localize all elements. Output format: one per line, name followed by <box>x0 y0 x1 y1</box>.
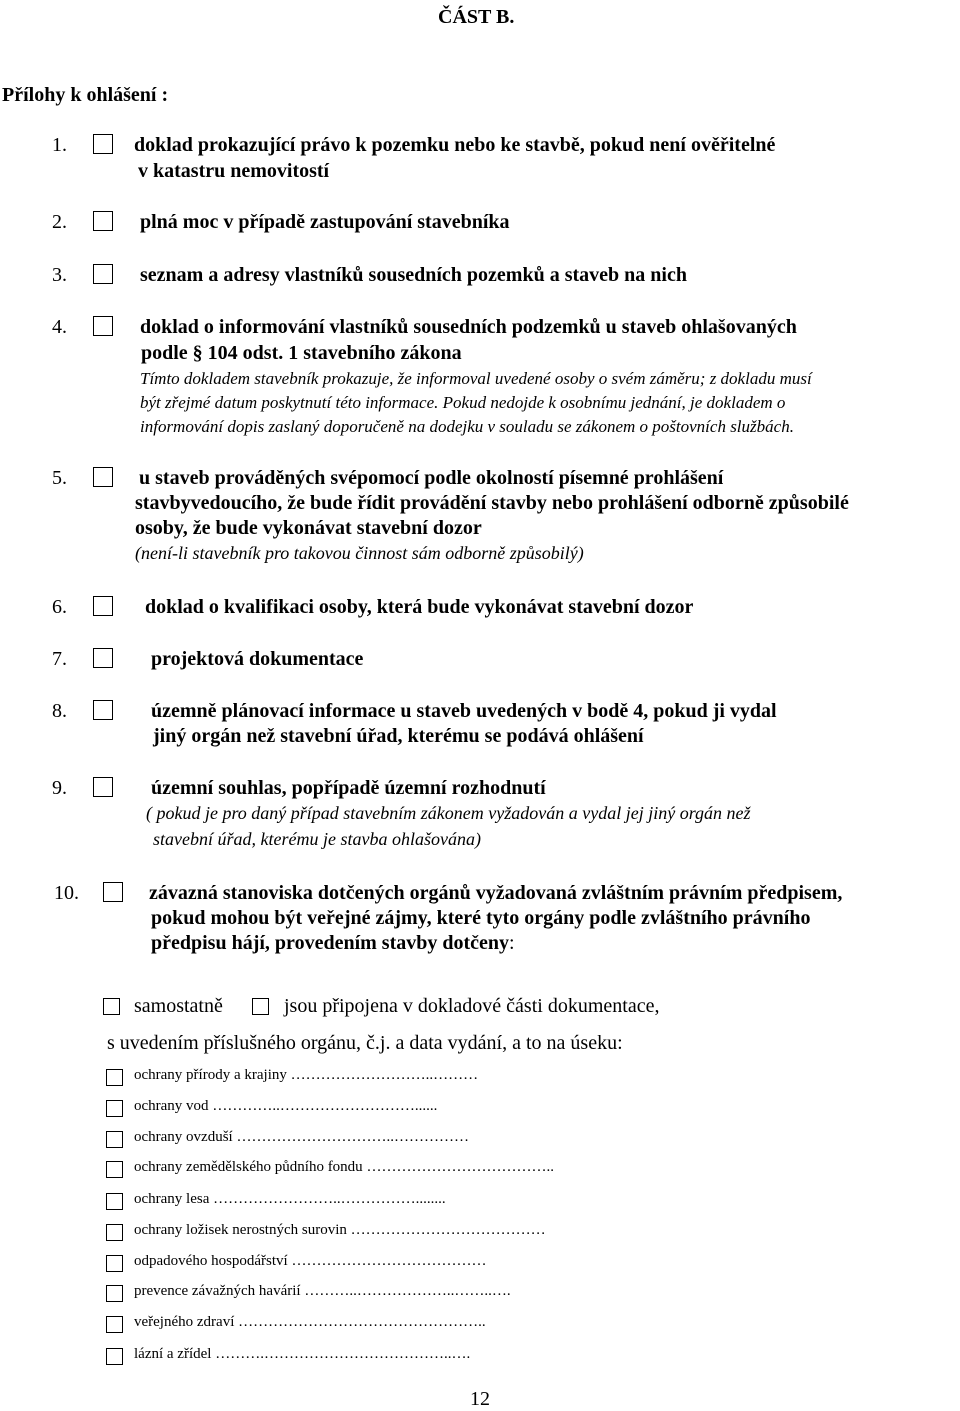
item-4-note-line-2: být zřejmé datum poskytnutí této informace. Pokud nedojde k osobnímu jednání, je dokladem o <box>140 393 786 412</box>
item-5-note: (není-li stavebník pro takovou činnost sám odborně způsobilý) <box>135 543 584 563</box>
checkbox-area[interactable] <box>106 1193 123 1210</box>
item-5-text-line-3: osoby, že bude vykonávat stavební dozor <box>135 517 482 539</box>
option-pripojena-label: jsou připojena v dokladové části dokumentace, <box>284 995 660 1017</box>
area-fill-line[interactable]: ………………………………… <box>350 1222 546 1238</box>
area-row <box>134 1098 437 1115</box>
area-fill-line[interactable]: ……….………………………………..…. <box>215 1346 471 1362</box>
checkbox-area[interactable] <box>106 1316 123 1333</box>
item-4-text-line-2: podle § 104 odst. 1 stavebního zákona <box>141 342 462 364</box>
item-3-text: seznam a adresy vlastníků sousedních pozemků a staveb na nich <box>140 264 687 286</box>
item-10-text-line-3 <box>151 932 515 955</box>
item-number: 9. <box>52 777 67 799</box>
item-4-note-line-3: informování dopis zaslaný doporučeně na dodejku v souladu se zákonem o poštovních službách. <box>140 417 794 436</box>
item-2-text: plná moc v případě zastupování stavebníka <box>140 211 510 233</box>
area-row <box>134 1222 546 1239</box>
item-number: 3. <box>52 264 67 286</box>
checkbox-item-2[interactable] <box>93 211 113 231</box>
checkbox-item-6[interactable] <box>93 596 113 616</box>
item-1-text-line-1: doklad prokazující právo k pozemku nebo ke stavbě, pokud není ověřitelné <box>134 134 776 156</box>
checkbox-area[interactable] <box>106 1285 123 1302</box>
area-label: ochrany ovzduší <box>134 1129 233 1145</box>
instruction-text: s uvedením příslušného orgánu, č.j. a data vydání, a to na úseku: <box>107 1032 623 1054</box>
area-label: ochrany vod <box>134 1098 209 1114</box>
area-fill-line[interactable]: ………………………..……… <box>290 1067 479 1083</box>
item-9-note-line-2: stavební úřad, kterému je stavba ohlašována) <box>153 829 481 849</box>
area-fill-line[interactable]: …………..………………………...... <box>212 1098 438 1114</box>
area-row <box>134 1314 486 1331</box>
area-fill-line[interactable]: ……………………..……………........ <box>213 1191 446 1207</box>
item-6-text: doklad o kvalifikaci osoby, která bude vykonávat stavební dozor <box>145 596 694 618</box>
item-5-text-line-1: u staveb prováděných svépomocí podle okolností písemné prohlášení <box>139 467 724 489</box>
area-label: lázní a zřídel <box>134 1346 212 1362</box>
item-4-text-line-1: doklad o informování vlastníků sousedních podzemků u staveb ohlašovaných <box>140 316 797 338</box>
checkbox-area[interactable] <box>106 1069 123 1086</box>
item-9-note-line-1: ( pokud je pro daný případ stavebním zákonem vyžadován a vydal jej jiný orgán než <box>146 803 751 823</box>
page-number: 12 <box>470 1388 490 1410</box>
checkbox-area[interactable] <box>106 1131 123 1148</box>
item-number: 5. <box>52 467 67 489</box>
item-9-text: územní souhlas, popřípadě územní rozhodnutí <box>151 777 546 799</box>
area-label: ochrany lesa <box>134 1191 210 1207</box>
area-row <box>134 1346 470 1363</box>
checkbox-area[interactable] <box>106 1161 123 1178</box>
item-7-text: projektová dokumentace <box>151 648 364 670</box>
item-number: 4. <box>52 316 67 338</box>
section-label: Přílohy k ohlášení : <box>2 84 169 106</box>
checkbox-area[interactable] <box>106 1348 123 1365</box>
area-row <box>134 1253 486 1270</box>
item-8-text-line-2: jiný orgán než stavební úřad, kterému se podává ohlášení <box>153 725 644 747</box>
checkbox-area[interactable] <box>106 1255 123 1272</box>
area-label: odpadového hospodářství <box>134 1253 288 1269</box>
area-label: ochrany přírody a krajiny <box>134 1067 287 1083</box>
item-number: 8. <box>52 700 67 722</box>
item-8-text-line-1: územně plánovací informace u staveb uvedených v bodě 4, pokud ji vydal <box>151 700 777 722</box>
checkbox-item-10[interactable] <box>103 882 123 902</box>
area-row <box>134 1283 511 1300</box>
checkbox-item-9[interactable] <box>93 777 113 797</box>
area-fill-line[interactable]: ………………………………… <box>291 1253 487 1269</box>
area-fill-line[interactable]: …………………………..…………… <box>236 1129 469 1145</box>
checkbox-item-3[interactable] <box>93 264 113 284</box>
checkbox-area[interactable] <box>106 1224 123 1241</box>
area-row <box>134 1067 478 1084</box>
checkbox-pripojena[interactable] <box>252 998 269 1015</box>
area-row <box>134 1191 446 1208</box>
item-5-text-line-2: stavbyvedoucího, že bude řídit provádění stavby nebo prohlášení odborně způsobilé <box>135 492 849 514</box>
area-label: ochrany zemědělského půdního fondu <box>134 1159 363 1175</box>
area-label: prevence závažných havárií <box>134 1283 301 1299</box>
item-number: 1. <box>52 134 67 156</box>
area-label: veřejného zdraví <box>134 1314 235 1330</box>
item-4-note-line-1: Tímto dokladem stavebník prokazuje, že informoval uvedené osoby o svém záměru; z dokladu musí <box>140 369 812 388</box>
area-fill-line[interactable]: ……………………………….. <box>366 1159 554 1175</box>
checkbox-item-7[interactable] <box>93 648 113 668</box>
area-row <box>134 1159 554 1176</box>
item-number: 10. <box>54 882 79 904</box>
item-number: 6. <box>52 596 67 618</box>
page-title: ČÁST B. <box>438 6 515 28</box>
checkbox-item-8[interactable] <box>93 700 113 720</box>
item-1-text-line-2: v katastru nemovitostí <box>138 160 330 182</box>
area-row <box>134 1129 469 1146</box>
item-number: 7. <box>52 648 67 670</box>
item-10-text-line-1: závazná stanoviska dotčených orgánů vyžadovaná zvláštním právním předpisem, <box>149 882 843 904</box>
item-number: 2. <box>52 211 67 233</box>
area-fill-line[interactable]: ………………………………………….. <box>238 1314 486 1330</box>
checkbox-area[interactable] <box>106 1100 123 1117</box>
item-10-text-line-2: pokud mohou být veřejné zájmy, které tyto orgány podle zvláštního právního <box>151 907 811 929</box>
checkbox-item-5[interactable] <box>93 467 113 487</box>
checkbox-item-4[interactable] <box>93 316 113 336</box>
option-samostatne-label: samostatně <box>134 995 223 1017</box>
checkbox-item-1[interactable] <box>93 134 113 154</box>
checkbox-samostatne[interactable] <box>103 998 120 1015</box>
area-label: ochrany ložisek nerostných surovin <box>134 1222 347 1238</box>
item-10-line-3-bold: předpisu hájí, provedením stavby dotčeny <box>151 932 510 954</box>
item-10-suffix: : <box>509 932 515 954</box>
area-fill-line[interactable]: ………..………………..……..…. <box>304 1283 511 1299</box>
